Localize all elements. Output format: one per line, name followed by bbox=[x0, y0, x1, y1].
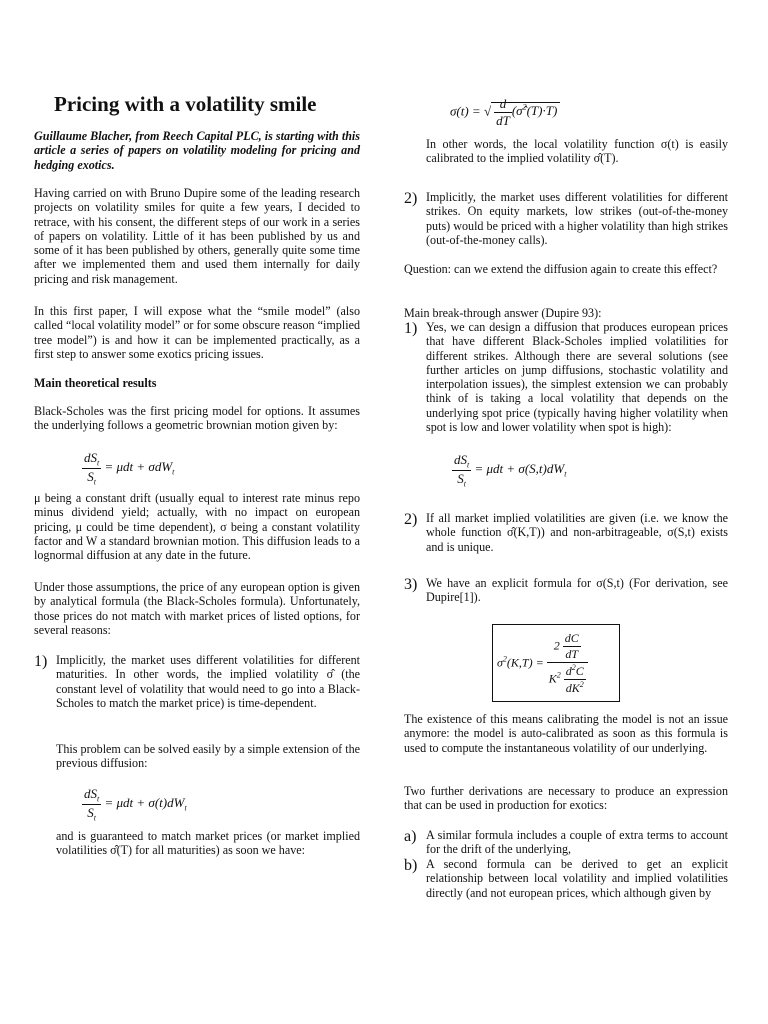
dupire-formula-box bbox=[492, 624, 620, 702]
paragraph: μ being a constant drift (usually equal to interest rate minus repo minus dividend yield; actually, with no impact on european pricing, μ could be time dependent), σ being a constant volatility factor and W a standard brownian motion. This diffusion leads to a lognormal diffusion at any date in the future. bbox=[34, 491, 360, 563]
paragraph: and is guaranteed to match market prices (or market implied volatilities σ̂(T) for all maturities) as soon we have: bbox=[56, 829, 360, 858]
list-letter: a) bbox=[404, 828, 417, 845]
paragraph: The existence of this means calibrating the model is not an issue anymore: the model is auto-calibrated as soon as this formula is used to compute the instantaneous volatility of our underlying. bbox=[404, 712, 728, 755]
article-title: Pricing with a volatility smile bbox=[54, 92, 317, 116]
equation-local-vol-time: σ(t) = √ $\frac{d}{dT}$ (σ̂$^2$(T)·T) bbox=[450, 96, 560, 129]
paragraph: Two further derivations are necessary to produce an expression that can be used in production for exotics: bbox=[404, 784, 728, 813]
paragraph: In other words, the local volatility function σ(t) is easily calibrated to the implied volatility σ̂(T). bbox=[426, 137, 728, 166]
list-item bbox=[404, 828, 728, 857]
list-item bbox=[404, 190, 728, 247]
intro-paragraph: Guillaume Blacher, from Reech Capital PLC, is starting with this article a series of papers on volatility modeling for pricing and hedging exotics. bbox=[34, 129, 360, 172]
list-number: 3) bbox=[404, 576, 418, 593]
equation-dupire: $\sigma^2(K,T)$ = 2 $\frac{dC}{dT}$ $K^2$ $\frac{d^2C}{dK^2}$ bbox=[497, 631, 588, 696]
equation-time-dependent: $\frac{dS_t}{S_t}$ = $\mu dt + \sigma(t)dW_t$ bbox=[84, 786, 187, 823]
paragraph: Black-Scholes was the first pricing model for options. It assumes the underlying follows a geometric brownian motion given by: bbox=[34, 404, 360, 433]
section-heading: Main theoretical results bbox=[34, 376, 157, 390]
list-number: 1) bbox=[34, 653, 48, 670]
paragraph: Having carried on with Bruno Dupire some of the leading research projects on volatility smiles for quite a few years, I decided to retrace, with his consent, the different steps of our work in a series of papers on volatility. Little of it has been published by us and some of it has been published by others, generally quite some time after we implemented them and used them internally for daily pricing and risk management. bbox=[34, 186, 360, 286]
list-text: If all market implied volatilities are given (i.e. we know the whole function σ̂(K,T)) and non-arbitrageable, σ(S,t) exists and is unique. bbox=[426, 511, 728, 554]
list-item bbox=[404, 320, 728, 434]
paragraph: Question: can we extend the diffusion again to create this effect? bbox=[404, 262, 718, 276]
list-text: Implicitly, the market uses different volatilities for different maturities. In other words, the implied volatility σ̂ (the constant level of volatility that would need to go into a Black-Scholes to match the market price) is time-dependent. bbox=[56, 653, 360, 710]
list-text: Yes, we can design a diffusion that produces european prices that have different Black-Scholes implied volatilities for different strikes. Although there are several solutions (see further articles on jump diffusions, stochastic volatility and interpolation issues), the simplest extension we can probably think of is taking a local volatility that depends on the underlying spot price (typically having higher volatility when spot is low and lower volatility when spot is high): bbox=[426, 320, 728, 435]
list-item bbox=[34, 653, 360, 710]
list-item bbox=[404, 576, 728, 605]
paragraph: Main break-through answer (Dupire 93): bbox=[404, 306, 602, 320]
equation-gbm: $\frac{dS_t}{S_t}$ = μdt + σdW$_t$ bbox=[84, 450, 175, 487]
list-letter: b) bbox=[404, 857, 418, 874]
list-text: We have an explicit formula for σ(S,t) (For derivation, see Dupire[1]). bbox=[426, 576, 728, 605]
list-number: 2) bbox=[404, 190, 418, 207]
paragraph: This problem can be solved easily by a simple extension of the previous diffusion: bbox=[56, 742, 360, 771]
list-number: 1) bbox=[404, 320, 418, 337]
paragraph: Under those assumptions, the price of any european option is given by analytical formula (the Black-Scholes formula). Unfortunately, those prices do not match with market prices of listed options, for several reasons: bbox=[34, 580, 360, 637]
list-text: A second formula can be derived to get an explicit relationship between local volatility and implied volatilities directly (and not european prices, which although given by bbox=[426, 857, 728, 900]
paragraph: In this first paper, I will expose what the “smile model” (also called “local volatility model” or for some obscure reason “implied tree model”) is and how it can be implemented practically, as a first step to answer some exotics pricing issues. bbox=[34, 304, 360, 361]
list-text: A similar formula includes a couple of extra terms to account for the drift of the underlying, bbox=[426, 828, 728, 857]
list-item bbox=[404, 857, 728, 900]
list-text: Implicitly, the market uses different volatilities for different strikes. On equity markets, low strikes (out-of-the-money puts) would be priced with a higher volatility than high strikes (out-of-the-money calls). bbox=[426, 190, 728, 247]
equation-local-vol-spot: $\frac{dS_t}{S_t}$ = $\mu dt + \sigma(S,t)dW_t$ bbox=[454, 452, 567, 489]
list-item bbox=[404, 511, 728, 554]
list-number: 2) bbox=[404, 511, 418, 528]
